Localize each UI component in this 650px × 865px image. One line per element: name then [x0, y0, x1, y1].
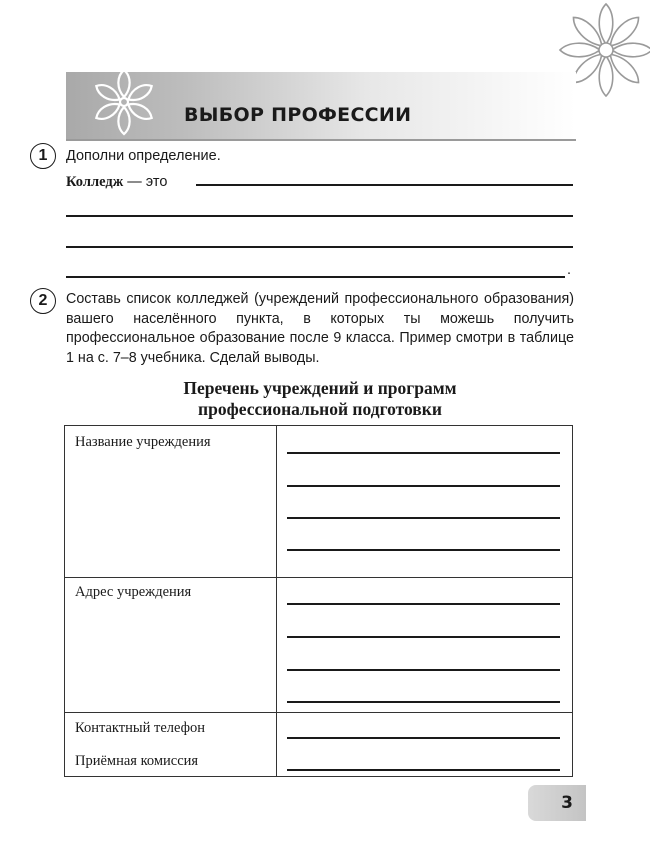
task-2-text: Составь список колледжей (учреждений профессионального образования) вашего населённого пункта, в которых ты можешь получить профессиональное образование после 9 класса. Пример смотри в таблице 1 на с. 7–8 учебника. Сделай выводы. — [66, 291, 574, 366]
term-rest: — это — [123, 174, 168, 190]
page-number: 3 — [561, 793, 573, 813]
row-label-name: Название учреждения — [75, 434, 211, 450]
task-2-number: 2 — [30, 288, 56, 314]
table-row-divider — [64, 577, 573, 578]
row-label-admissions: Приёмная комиссия — [75, 753, 199, 769]
header-rule — [66, 139, 576, 141]
page-title: ВЫБОР ПРОФЕССИИ — [184, 104, 412, 126]
task-1-definition-label — [66, 173, 167, 192]
table-answer-line[interactable] — [287, 452, 560, 454]
table-title — [100, 378, 540, 420]
table-answer-line[interactable] — [287, 701, 560, 703]
answer-line[interactable] — [66, 215, 573, 217]
table-answer-line[interactable] — [287, 769, 560, 771]
table-title-line-1: Перечень учреждений и программ — [183, 378, 457, 398]
answer-line[interactable] — [66, 246, 573, 248]
table-answer-line[interactable] — [287, 485, 560, 487]
answer-line[interactable] — [196, 184, 573, 186]
table-answer-line[interactable] — [287, 669, 560, 671]
row-label-address: Адрес учреждения — [75, 584, 192, 600]
table-answer-line[interactable] — [287, 636, 560, 638]
table-answer-line[interactable] — [287, 603, 560, 605]
term: Колледж — [66, 174, 124, 190]
table-answer-line[interactable] — [287, 549, 560, 551]
table-row-divider — [64, 712, 573, 713]
task-1-number: 1 — [30, 143, 56, 169]
table-answer-line[interactable] — [287, 517, 560, 519]
table-answer-line[interactable] — [287, 737, 560, 739]
table-column-divider — [276, 425, 277, 777]
table-title-line-2: профессиональной подготовки — [198, 399, 442, 419]
flower-banner-icon — [86, 66, 166, 142]
period: . — [567, 262, 572, 278]
task-1-instruction: Дополни определение. — [66, 148, 221, 164]
answer-line[interactable] — [66, 276, 565, 278]
row-label-phone: Контактный телефон — [75, 720, 206, 736]
